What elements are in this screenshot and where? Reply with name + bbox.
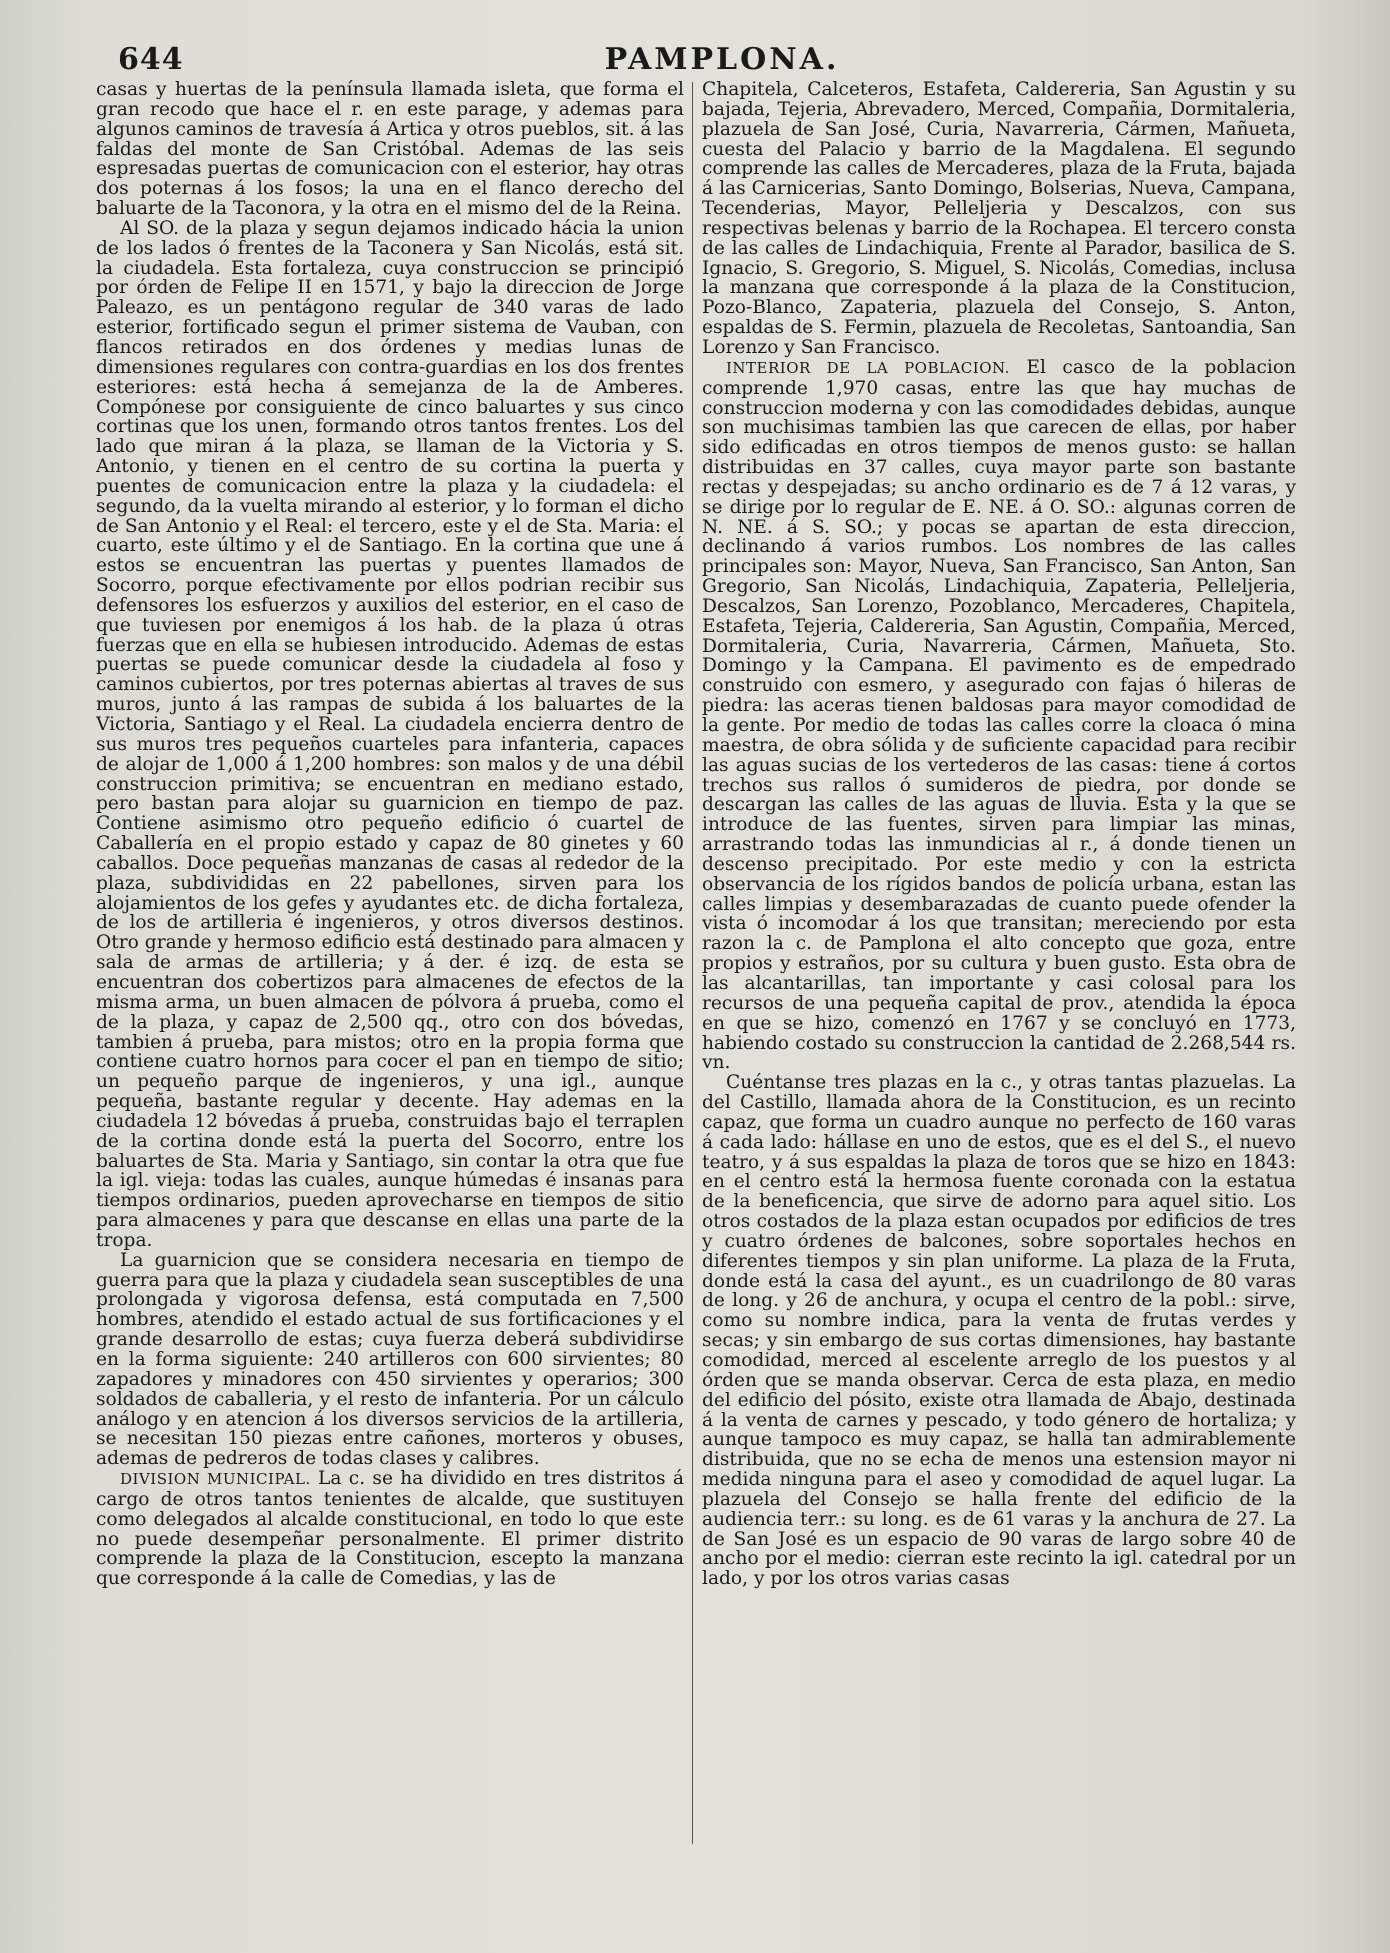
left-column [96, 80, 684, 1840]
paragraph: casas y huertas de la península llamada isleta, que forma el gran recodo que hace el r. en este parage, y ademas para algunos caminos de travesía á Artica y otros pueblos, sit. á las faldas del monte de San Cristóbal. Ademas de las seis espresadas puertas de comunicacion con el esterior, hay otras dos poternas á los fosos; la una en el flanco derecho del baluarte de la Taconora, y la otra en el mismo del de la Reina. [96, 80, 684, 220]
paragraph-text: La c. se ha dividido en tres distritos á cargo de otros tantos tenientes de alcalde, que sustituyen como delegados al alcalde constitucional, en todo lo que este no puede desempeñar personalmente. El primer distrito comprende la plaza de la Constitucion, escepto la manzana que corresponde á la calle de Comedias, y las de [96, 1468, 684, 1590]
paragraph: Chapitela, Calceteros, Estafeta, Caldereria, San Agustin y su bajada, Tejeria, Abrevadero, Merced, Compañia, Dormitaleria, plazuela de San José, Curia, Navarreria, Cármen, Mañueta, cuesta del Palacio y barrio de la Magdalena. El segundo comprende las calles de Mercaderes, plaza de la Fruta, bajada á las Carnicerias, Santo Domingo, Bolserias, Nueva, Campana, Tecenderias, Mayor, Pelleljeria y Descalzos, con sus respectivas belenas y barrio de la Rochapea. El tercero consta de las calles de Lindachiquia, Frente al Parador, basilica de S. Ignacio, S. Gregorio, S. Miguel, S. Nicolás, Comedias, inclusa la manzana que corresponde á la plaza de la Constitucion, Pozo-Blanco, Zapateria, plazuela del Consejo, S. Anton, espaldas de S. Fermin, plazuela de Recoletas, Santoandia, San Lorenzo y San Francisco. [702, 80, 1296, 358]
column-divider [692, 82, 693, 1844]
section-heading: DIVISION MUNICIPAL. [120, 1470, 311, 1489]
right-column [702, 80, 1296, 1840]
section-heading: INTERIOR DE LA POBLACION. [726, 358, 1010, 377]
running-title: PAMPLONA. [604, 42, 840, 77]
page-header [112, 40, 1332, 80]
paragraph: Al SO. de la plaza y segun dejamos indicado hácia la union de los lados ó frentes de la Taconera y San Nicolás, está sit. la ciudadela. Esta fortaleza, cuya construccion se principió por órden de Felipe II en 1571, y bajo la direccion de Jorge Paleazo, es un pentágono regular de 340 varas de lado esterior, fortificado segun el primer sistema de Vauban, con flancos retirados en dos órdenes y medias lunas de dimensiones regulares con contra-guardias en los dos frentes esteriores: está hecha á semejanza de la de Amberes. Compónese por consiguiente de cinco baluartes y sus cinco cortinas que los unen, formando otros tantos frentes. Los del lado que miran á la plaza, se llaman de la Victoria y S. Antonio, y tienen en el centro de su cortina la puerta y puentes de comunicacion entre la plaza y la ciudadela: el segundo, da la vuelta mirando al esterior, y lo forman el dicho de San Antonio y el Real: el tercero, este y el de Sta. Maria: el cuarto, este último y el de Santiago. En la cortina que une á estos se encuentran las puertas y puentes llamados de Socorro, porque efectivamente por ellos podrian recibir sus defensores los esfuerzos y auxilios del esterior, en el caso de que tuviesen por enemigos á los hab. de la plaza ú otras fuerzas que en ella se hubiesen introducido. Ademas de estas puertas se puede comunicar desde la ciudadela al foso y caminos cubiertos, por tres poternas abiertas al traves de sus muros, junto á las rampas de subida á los baluartes de la Victoria, Santiago y el Real. La ciudadela encierra dentro de sus muros tres pequeños cuarteles para infanteria, capaces de alojar de 1,000 á 1,200 hombres: son malos y de una débil construccion primitiva; se encuentran en mediano estado, pero bastan para alojar su guarnicion en tiempo de paz. Contiene asimismo otro pequeño edificio ó cuartel de Caballería en el propio estado y capaz de 80 ginetes y 60 caballos. Doce pequeñas manzanas de casas al rededor de la plaza, subdivididas en 22 pabellones, sirven para los alojamientos de los gefes y ayudantes etc. de dicha fortaleza, de los de artilleria é ingenieros, y otros diversos destinos. Otro grande y hermoso edificio está destinado para almacen y sala de armas de artilleria; y á der. é izq. de esta se encuentran dos cobertizos para almacenes de efectos de la misma arma, un buen almacen de pólvora á prueba, como el de la plaza, y capaz de 2,500 qq., otro con dos bóvedas, tambien á prueba, para mistos; otro en la propia forma que contiene cuatro hornos para cocer el pan en tiempo de sitio; un pequeño parque de ingenieros, y una igl., aunque pequeña, bastante regular y decente. Hay ademas en la ciudadela 12 bóvedas á prueba, construidas bajo el terraplen de la cortina donde está la puerta del Socorro, entre los baluartes de Sta. Maria y Santiago, sin contar la otra que fue la igl. vieja: todas las cuales, aunque húmedas é insanas para tiempos ordinarios, pueden aprovecharse en tiempos de sitio para almacenes y para que descanse en ellas una parte de la tropa. [96, 217, 684, 1251]
paragraph: Cuéntanse tres plazas en la c., y otras tantas plazuelas. La del Castillo, llamada ahora de la Constitucion, es un recinto capaz, que forma un cuadro aunque no perfecto de 160 varas á cada lado: hállase en uno de estos, que es el del S., el nuevo teatro, y á sus espaldas la plaza de toros que se hizo en 1843: en el centro está la hermosa fuente coronada con la estatua de la beneficencia, que sirve de adorno para aquel sitio. Los otros costados de la plaza estan ocupados por edificios de tres y cuatro órdenes de balcones, sobre soportales hechos en diferentes tiempos y sin plan uniforme. La plaza de la Fruta, donde está la casa del ayunt., es un cuadrilongo de 80 varas de long. y 26 de anchura, y ocupa el centro de la pobl.: sirve, como su nombre indica, para la venta de frutas verdes y secas; y sin embargo de sus cortas dimensiones, hay bastante comodidad, merced al escelente arreglo de los puestos y al órden que se manda observar. Cerca de esta plaza, en medio del edificio del pósito, existe otra llamada de Abajo, destinada á la venta de carnes y pescado, y todo género de hortaliza; y aunque tampoco es muy capaz, se halla tan admirablemente distribuida, que no se echa de menos una estension mayor ni medida ninguna para el aseo y comodidad de aquel lugar. La plazuela del Consejo se halla frente del edificio de la audiencia terr.: su long. es de 61 varas y la anchura de 27. La de San José es un espacio de 90 varas de largo sobre 40 de ancho por el medio: cierran este recinto la igl. catedral por un lado, y por los otros varias casas [702, 1072, 1296, 1590]
paragraph [96, 1469, 684, 1589]
paragraph: La guarnicion que se considera necesaria en tiempo de guerra para que la plaza y ciudadela sean susceptibles de una prolongada y vigorosa defensa, está computada en 7,500 hombres, atendido el estado actual de sus fortificaciones y el grande desarrollo de estas; cuya fuerza deberá subdividirse en la forma siguiente: 240 artilleros con 600 sirvientes; 80 zapadores y minadores con 450 sirvientes y operarios; 300 soldados de caballeria, y el resto de infanteria. Por un cálculo análogo y en atencion á los diversos servicios de la artilleria, se necesitan 150 piezas entre cañones, morteros y obuses, ademas de pedreros de todas clases y calibres. [96, 1249, 684, 1470]
paragraph [702, 358, 1296, 1073]
page-number: 644 [118, 42, 184, 77]
paragraph-text: El casco de la poblacion comprende 1,970 casas, entre las que hay muchas de construccion moderna y con las comodidades debidas, aunque son muchisimas tambien las que carecen de ellas, por haber sido edificadas en otros tiempos de menos gusto: se hallan distribuidas en 37 calles, cuya mayor parte son bastante rectas y despejadas; su ancho ordinario es de 7 á 12 varas, y se dirige por lo regular de E. NE. á O. SO.: algunas corren de N. NE. á S. SO.; y pocas se apartan de esta direccion, declinando á varios rumbos. Los nombres de las calles principales son: Mayor, Nueva, San Francisco, San Anton, San Gregorio, San Nicolás, Lindachiquia, Zapateria, Pelleljeria, Descalzos, San Lorenzo, Pozoblanco, Mercaderes, Chapitela, Estafeta, Tejeria, Caldereria, San Agustin, Compañia, Merced, Dormitaleria, Curia, Navarreria, Cármen, Mañueta, Sto. Domingo y la Campana. El pavimento es de empedrado construido con esmero, y asegurado con fajas ó hileras de piedra: las aceras tienen baldosas para mayor comodidad de la gente. Por medio de todas las calles corre la cloaca ó mina maestra, de obra sólida y de suficiente capacidad para recibir las aguas sucias de los vertederos de las casas: tiene á cortos trechos sus rallos ó sumideros de piedra, por donde se descargan las calles de las aguas de lluvia. Esta y la que se introduce de las fuentes, sirven para limpiar las minas, arrastrando todas las inmundicias al r., á donde tienen un descenso precipitado. Por este medio y con la estricta observancia de los rígidos bandos de policía urbana, estan las calles limpias y desembarazadas de cuanto puede ofender la vista ó incomodar á los que transitan; mereciendo por esta razon la c. de Pamplona el alto concepto que goza, entre propios y estraños, por su cultura y buen gusto. Esta obra de las alcantarillas, tan importante y casi colosal para los recursos de una pequeña capital de prov., atendida la época en que se hizo, comenzó en 1767 y se concluyó en 1773, habiendo costado su construccion la cantidad de 2.268,544 rs. vn. [702, 356, 1296, 1074]
